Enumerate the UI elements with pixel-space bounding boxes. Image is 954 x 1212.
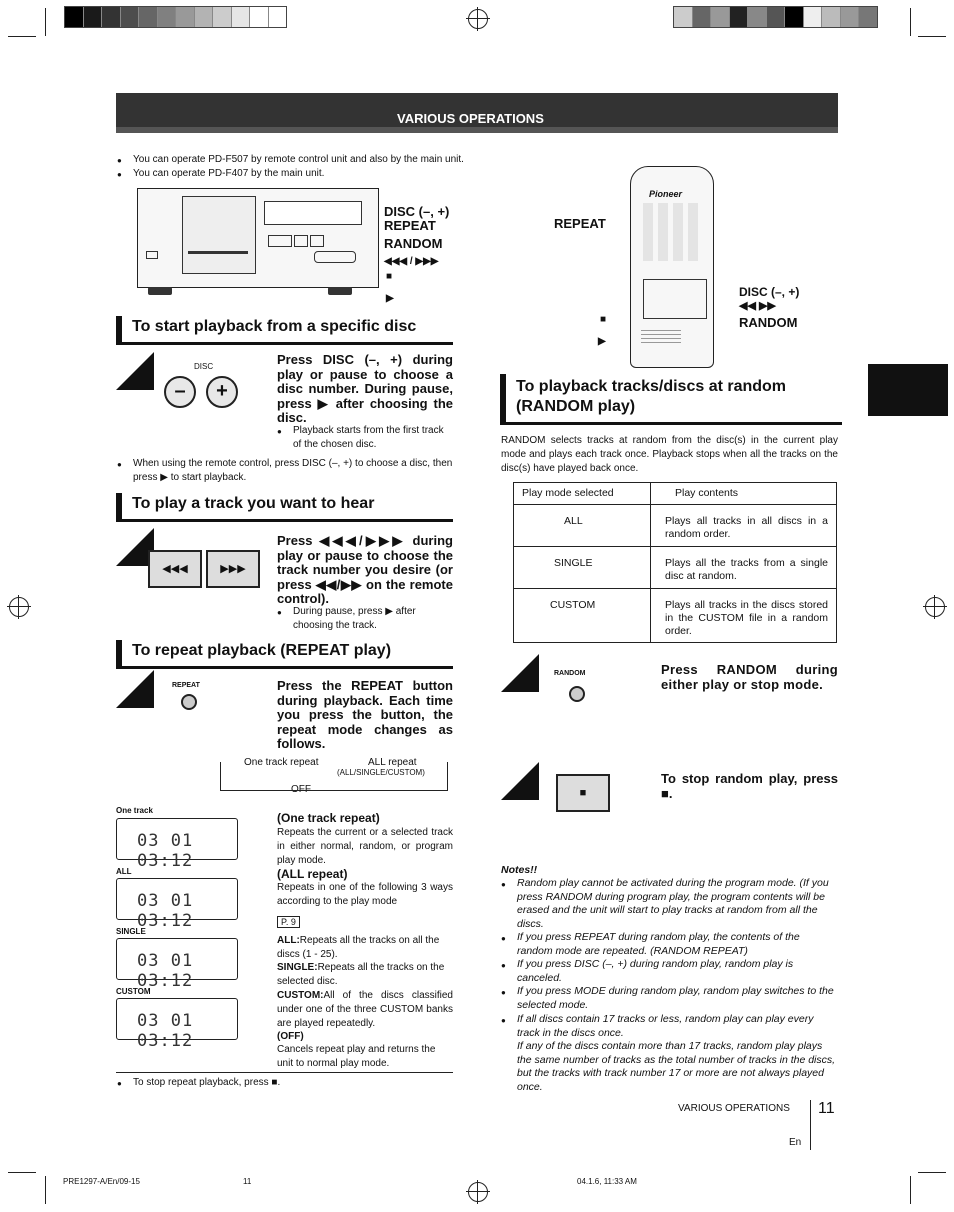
note-item: ● If you press REPEAT during random play, the contents of the random mode are repeated. (RANDOM REPEAT): [517, 931, 838, 958]
lcd-display-custom: 03 01 03:12: [116, 998, 238, 1040]
prev-track-button: ◀◀◀: [148, 550, 202, 588]
all-single-line: SINGLE:Repeats all the tracks on the selected disc.: [277, 962, 445, 987]
note-extra: If any of the discs contain more than 17 tracks, random play plays the same number of tracks as the total number of tracks in the discs, but the tracks with track number 17 or more are not always played once.: [517, 1040, 836, 1093]
repeat-button-label: REPEAT: [172, 682, 200, 689]
footer-date: 04.1.6, 11:33 AM: [577, 1177, 637, 1186]
color-bar-right: [673, 6, 878, 28]
page-ref-icon: P. 9: [277, 916, 300, 928]
section-title-specific-disc: To start playback from a specific disc: [116, 316, 453, 345]
sec1-note: ● Playback starts from the first track of the chosen disc.: [293, 424, 453, 452]
section-title-repeat: To repeat playback (REPEAT play): [116, 640, 453, 669]
step-marker-icon: [501, 654, 539, 692]
remote-brand: Pioneer: [649, 189, 683, 199]
sec3-rule: [116, 1072, 453, 1073]
next-track-button: ▶▶▶: [206, 550, 260, 588]
repeat-button-icon: [181, 694, 197, 710]
crop-mark: [8, 36, 36, 37]
one-track-title: (One track repeat): [277, 811, 380, 825]
sec3-instruction: Press the REPEAT button during playback. Each time you press the button, the repeat mode changes as follows.: [277, 678, 453, 751]
note-item: ● If you press DISC (–, +) during random play, random play is canceled.: [517, 958, 838, 985]
unit-label-repeat: REPEAT: [384, 218, 436, 233]
footer-lang: En: [789, 1137, 802, 1148]
stop-button-icon: ■: [556, 774, 610, 812]
display-label-custom: CUSTOM: [116, 987, 151, 996]
random-description: RANDOM selects tracks at random from the disc(s) in the current play mode and plays each track once. Playback stops when all the tracks on the disc(s) have played back once.: [501, 435, 838, 474]
footer-divider: [810, 1100, 811, 1150]
registration-mark-icon: [468, 9, 488, 29]
registration-mark-icon: [925, 597, 945, 617]
random-stop-instruction: To stop random play, press ■.: [661, 771, 838, 801]
off-text: Cancels repeat play and returns the unit to normal play mode.: [277, 1044, 436, 1069]
repeat-cycle-all-sub: (ALL/SINGLE/CUSTOM): [337, 768, 425, 777]
crop-mark: [8, 1172, 36, 1173]
main-unit-illustration: [137, 188, 379, 288]
table-row: SINGLE Plays all the tracks from a single disc at random.: [514, 547, 837, 589]
intro-line: ● You can operate PD-F407 by the main unit.: [133, 167, 324, 181]
remote-label-disc: DISC (–, +): [739, 285, 800, 299]
step-marker-icon: [116, 352, 154, 390]
table-row: CUSTOM Plays all tracks in the discs stored in the CUSTOM file in a random order.: [514, 589, 837, 643]
all-all-line: ALL:Repeats all the tracks on all the discs (1 - 25).: [277, 935, 440, 960]
note-item: ● If all discs contain 17 tracks or less, random play can play every track in the discs once.: [517, 1013, 838, 1040]
lcd-display-all: 03 01 03:12: [116, 878, 238, 920]
crop-mark: [910, 8, 911, 36]
footer-section: VARIOUS OPERATIONS: [678, 1103, 790, 1114]
notes-title: Notes!!: [501, 864, 538, 876]
step-marker-icon: [501, 762, 539, 800]
section-title-play-track: To play a track you want to hear: [116, 493, 453, 522]
footer-mid: 11: [243, 1177, 252, 1186]
unit-label-disc: DISC (–, +): [384, 204, 450, 219]
remote-illustration: [630, 166, 714, 368]
step-marker-icon: [116, 670, 154, 708]
display-label-single: SINGLE: [116, 927, 146, 936]
registration-mark-icon: [9, 597, 29, 617]
intro-line: ● You can operate PD-F507 by remote control unit and also by the main unit.: [133, 153, 464, 167]
remote-label-random: RANDOM: [739, 315, 798, 330]
remote-label-play: ▶: [598, 336, 606, 347]
all-repeat-text: Repeats in one of the following 3 ways according to the play mode: [277, 882, 453, 907]
display-label-all: ALL: [116, 867, 132, 876]
repeat-cycle-off: OFF: [291, 784, 311, 795]
disc-minus-button: –: [164, 376, 196, 408]
footer-code: PRE1297-A/En/09-15: [63, 1177, 140, 1186]
random-instruction: Press RANDOM during either play or stop mode.: [661, 662, 838, 692]
display-label-one: One track: [116, 806, 153, 815]
random-button-icon: [569, 686, 585, 702]
sec2-instruction: Press ◀◀◀/▶▶▶ during play or pause to choose the track number you desire (or press ◀◀/▶▶ on the remote control).: [277, 533, 453, 606]
side-tab: [868, 364, 948, 416]
repeat-stop-note: ● To stop repeat playback, press ■.: [133, 1076, 280, 1090]
repeat-cycle-arrow: [220, 762, 448, 791]
crop-mark: [45, 8, 46, 36]
sec2-note: ● During pause, press ▶ after choosing the track.: [293, 605, 453, 633]
page-number: 11: [818, 1100, 835, 1117]
lcd-display-one: 03 01 03:12: [116, 818, 238, 860]
table-row: ALL Plays all tracks in all discs in a random order.: [514, 505, 837, 547]
unit-label-play: ▶: [386, 293, 394, 304]
remote-label-stop: ■: [600, 314, 607, 325]
repeat-cycle-all: ALL repeat: [368, 757, 417, 768]
disc-button-label: DISC: [194, 362, 214, 371]
random-mode-table: [513, 482, 837, 643]
remote-label-skip: ◀◀ ▶▶: [739, 300, 776, 312]
crop-mark: [918, 1172, 946, 1173]
section-title-random: To playback tracks/discs at random (RANDOM play): [500, 374, 842, 425]
section-header: [116, 93, 838, 133]
lcd-display-single: 03 01 03:12: [116, 938, 238, 980]
one-track-text: Repeats the current or a selected track in either normal, random, or program play mode.: [277, 827, 453, 866]
off-title: (OFF): [277, 1031, 304, 1042]
all-custom-line: CUSTOM:All of the discs classified under one of the three CUSTOM banks are played repeatedly.: [277, 990, 453, 1029]
disc-plus-button: +: [206, 376, 238, 408]
unit-label-stop: ■: [386, 271, 393, 282]
table-row: Play mode selected Play contents: [514, 483, 837, 505]
unit-label-skip: ◀◀◀ / ▶▶▶: [384, 256, 439, 267]
header-title: VARIOUS OPERATIONS: [397, 111, 544, 126]
remote-label-repeat: REPEAT: [554, 216, 606, 231]
note-item: ● If you press MODE during random play, random play switches to the selected mode.: [517, 985, 838, 1012]
crop-mark: [45, 1176, 46, 1204]
repeat-cycle-one: One track repeat: [244, 757, 319, 768]
note-item: ● Random play cannot be activated during the program mode. (If you press RANDOM during program play, the program contents will be erased and the unit will start to play tracks at random from all the discs.: [517, 877, 838, 931]
color-bar-left: [64, 6, 287, 28]
registration-mark-icon: [468, 1182, 488, 1202]
crop-mark: [918, 36, 946, 37]
all-repeat-title: (ALL repeat): [277, 867, 348, 881]
crop-mark: [910, 1176, 911, 1204]
unit-label-random: RANDOM: [384, 236, 443, 251]
sec1-instruction: Press DISC (–, +) during play or pause to choose a disc number. During pause, press ▶ after choosing the disc.: [277, 352, 453, 425]
disc-button-illustration: [160, 362, 240, 434]
random-button-label: RANDOM: [554, 670, 586, 677]
sec1-remote-note: ● When using the remote control, press DISC (–, +) to choose a disc, then press ▶ to start playback.: [133, 457, 453, 485]
